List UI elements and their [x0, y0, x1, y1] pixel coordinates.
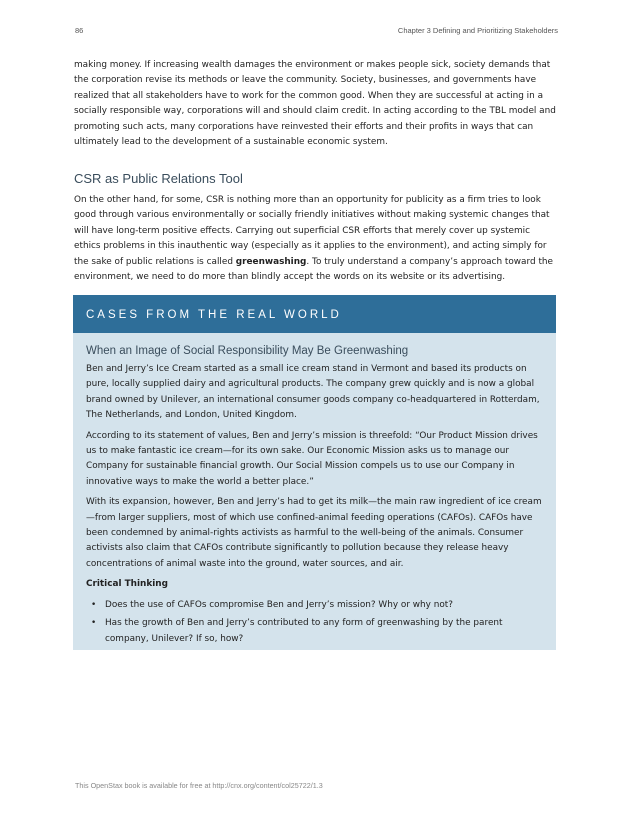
question-item — [86, 616, 548, 647]
section-paragraph — [74, 193, 558, 285]
section-text-before: On the other hand, for some, CSR is nothing more than an opportunity for publicity as a firm tries to look good through various environmentally or socially friendly initiatives without making systemic changes that will have long-term positive effects. Carrying out superficial CSR efforts that merely cover up systemic ethics problems in this inauthentic way (especially as it applies to the environment), and acting simply for the sake of public relations is called — [74, 195, 550, 267]
intro-text: making money. If increasing wealth damages the environment or makes people sick, society demands that the corporation revise its methods or leave the community. Society, businesses, and governments have realized that all stakeholders have to work for the common good. When they are successful at acting in a socially responsible way, corporations will and should claim credit. In acting according to the TBL model and promoting such acts, many corporations have reinvested their efforts and their profits in ways that can ultimately lead to the development of a sustainable economic system. — [74, 60, 556, 148]
footer-note: This OpenStax book is available for free at http://cnx.org/content/col25722/1.3 — [75, 781, 323, 790]
bullet-icon: • — [91, 599, 97, 610]
section-title: CSR as Public Relations Tool — [74, 171, 243, 186]
case-box-header: CASES FROM THE REAL WORLD — [73, 295, 556, 333]
question-text: Has the growth of Ben and Jerry’s contributed to any form of greenwashing by the parent company, Unilever? If so, how? — [105, 618, 503, 644]
section-text-after: . To truly understand a company’s approach toward the environment, we need to do more than blindly accept the words on its website or its advertising. — [74, 256, 554, 283]
page-number: 86 — [75, 26, 84, 35]
case-paragraph-3: With its expansion, however, Ben and Jerry’s had to get its milk—the main raw ingredient of ice cream—from larger suppliers, most of which use confined-animal feeding operations (CAFOs). CAFOs have been condemned by animal-rights activists as harmful to the well-being of the animals. Consumer activists also claim that CAFOs contribute significantly to pollution because they release heavy concentrations of animal waste into the ground, water sources, and air. — [86, 497, 542, 569]
bullet-icon: • — [91, 618, 97, 629]
chapter-running-head: Chapter 3 Defining and Prioritizing Stakeholders — [397, 26, 558, 35]
case-paragraph-1: Ben and Jerry’s Ice Cream started as a small ice cream stand in Vermont and based its products on pure, locally supplied dairy and agricultural products. The company grew quickly and is now a global brand owned by Unilever, an international consumer goods company co-headquartered in Rotterdam, The Netherlands, and London, United Kingdom. — [86, 364, 540, 421]
key-term-greenwashing: greenwashing — [235, 256, 307, 267]
critical-thinking-questions — [86, 598, 548, 647]
case-feature-box — [73, 295, 556, 650]
question-text: Does the use of CAFOs compromise Ben and Jerry’s mission? Why or why not? — [105, 599, 453, 610]
case-title: When an Image of Social Responsibility May Be Greenwashing — [86, 345, 409, 357]
case-body — [86, 362, 548, 650]
case-paragraph-2: According to its statement of values, Ben and Jerry’s mission is threefold: “Our Product Mission drives us to make fantastic ice cream—for its own sake. Our Economic Mission asks us to manage our Company for sustainable financial growth. Our Social Mission compels us to use our Company in innovative ways to make the world a better place.” — [86, 430, 538, 487]
critical-thinking-heading: Critical Thinking — [86, 579, 168, 590]
question-item — [86, 598, 548, 613]
intro-paragraph — [74, 58, 558, 150]
section-text — [74, 193, 558, 285]
